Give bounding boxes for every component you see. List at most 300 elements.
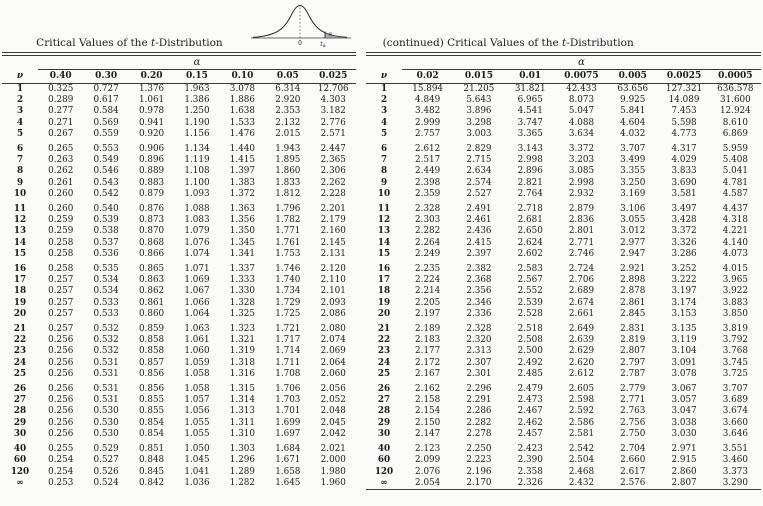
value-cell: 4.221 (722, 226, 748, 237)
value-cell: 2.328 (466, 324, 492, 335)
value-cell: 3.707 (722, 384, 748, 395)
value-cell: 0.569 (93, 117, 119, 128)
value-cell: 1.708 (275, 368, 301, 379)
value-cell: 0.537 (93, 237, 119, 248)
table-row (366, 309, 761, 320)
t-table-continued-section (366, 37, 761, 490)
value-cell: 3.965 (722, 275, 748, 286)
value-cell: 2.286 (466, 406, 492, 417)
value-cell: 1.860 (275, 166, 301, 177)
value-cell: 2.468 (568, 466, 595, 477)
value-cell: 2.074 (320, 335, 346, 346)
table-row (366, 320, 761, 335)
value-cell: 3.551 (722, 444, 748, 455)
value-cell: 9.925 (620, 95, 646, 106)
value-cell: 1.061 (138, 95, 165, 106)
value-cell: 3.067 (671, 384, 697, 395)
value-cell: 1.645 (275, 477, 301, 488)
table-row (366, 467, 761, 478)
alpha-column-header: 0.015 (453, 70, 504, 84)
value-cell: 0.540 (93, 204, 119, 215)
value-cell: 2.977 (620, 237, 646, 248)
value-cell: 0.727 (93, 84, 119, 94)
value-cell: 2.500 (517, 346, 543, 357)
table-row (2, 238, 356, 249)
value-cell: 0.255 (48, 444, 74, 455)
value-cell: 2.462 (517, 417, 543, 428)
value-cell: 1.050 (184, 444, 210, 455)
value-cell: 1.076 (184, 237, 210, 248)
value-cell: 4.073 (722, 248, 748, 259)
df-cell: 5 (380, 128, 388, 139)
table-row (366, 406, 761, 417)
value-cell: 2.189 (415, 324, 441, 335)
value-cell: 1.725 (275, 308, 301, 319)
value-cell: 4.781 (722, 177, 748, 188)
value-cell: 6.314 (275, 84, 301, 94)
table-row (366, 395, 761, 406)
value-cell: 1.134 (184, 144, 210, 155)
alpha-column-header: 0.0025 (658, 70, 709, 84)
value-cell: 3.143 (517, 144, 543, 155)
value-cell: 3.365 (517, 128, 543, 139)
value-cell: 2.878 (620, 286, 646, 297)
value-cell: 0.530 (93, 428, 119, 439)
value-cell: 2.836 (568, 215, 595, 226)
value-cell: 5.408 (722, 155, 748, 166)
value-cell: 1.711 (275, 357, 301, 368)
value-cell: 3.833 (671, 166, 697, 177)
df-cell: 23 (377, 346, 391, 357)
table-row (2, 286, 356, 297)
df-cell: 26 (13, 384, 27, 395)
table-row (2, 440, 356, 455)
table-row (366, 129, 761, 140)
value-cell: 1.638 (229, 106, 255, 117)
value-cell: 2.527 (466, 188, 492, 199)
value-cell: 0.258 (48, 248, 74, 259)
value-cell: 3.497 (671, 204, 697, 215)
value-cell: 1.069 (184, 275, 210, 286)
value-cell: 2.179 (320, 215, 346, 226)
value-cell: 0.533 (93, 297, 119, 308)
value-cell: 2.681 (517, 215, 543, 226)
value-cell: 3.326 (671, 237, 697, 248)
value-cell: 2.080 (320, 324, 346, 335)
value-cell: 0.863 (138, 275, 165, 286)
value-cell: 1.055 (184, 417, 210, 428)
value-cell: 3.634 (568, 128, 595, 139)
df-cell: 18 (13, 286, 27, 297)
value-cell: 1.315 (229, 384, 255, 395)
value-cell: 3.030 (671, 428, 697, 439)
value-cell: 0.858 (138, 346, 165, 357)
value-cell: 2.296 (466, 384, 492, 395)
value-cell: 2.021 (320, 444, 346, 455)
value-cell: 2.920 (275, 95, 301, 106)
value-cell: 2.328 (415, 204, 441, 215)
value-cell: 2.567 (517, 275, 543, 286)
table-row (366, 178, 761, 189)
value-cell: 2.069 (320, 346, 346, 357)
value-cell: 2.583 (517, 264, 543, 275)
value-cell: 5.841 (620, 106, 646, 117)
value-cell: 4.140 (722, 237, 748, 248)
value-cell: 2.158 (415, 395, 441, 406)
value-cell: 0.889 (138, 166, 165, 177)
value-cell: 0.530 (93, 417, 119, 428)
df-cell: 3 (380, 106, 388, 117)
value-cell: 0.257 (48, 297, 74, 308)
df-cell: 27 (13, 395, 27, 406)
value-cell: 2.177 (415, 346, 441, 357)
value-cell: 1.063 (184, 324, 210, 335)
value-cell: 1.061 (184, 335, 210, 346)
table-row (2, 369, 356, 380)
value-cell: 2.461 (466, 215, 492, 226)
df-cell: 6 (380, 144, 388, 155)
value-cell: 2.764 (517, 188, 543, 199)
value-cell: 4.317 (671, 144, 697, 155)
value-cell: 2.998 (568, 177, 595, 188)
alpha-column-header: 0.025 (311, 70, 356, 84)
value-cell: 1.658 (275, 466, 301, 477)
value-cell: 2.145 (320, 237, 346, 248)
table-row (2, 260, 356, 275)
column-header-row (2, 70, 356, 84)
value-cell: 2.492 (517, 357, 543, 368)
value-cell: 4.541 (517, 106, 543, 117)
value-cell: 1.476 (229, 128, 255, 139)
value-cell: 1.960 (320, 477, 346, 488)
value-cell: 3.646 (722, 428, 748, 439)
table-row (2, 298, 356, 309)
value-cell: 0.543 (93, 177, 119, 188)
value-cell: 2.131 (320, 248, 346, 259)
value-cell: 1.088 (184, 204, 210, 215)
table-row (366, 380, 761, 395)
df-cell: 26 (377, 384, 391, 395)
value-cell: 2.390 (517, 455, 543, 466)
alpha-column-header: 0.30 (83, 70, 128, 84)
value-cell: 2.056 (320, 384, 346, 395)
value-cell: 3.047 (671, 406, 697, 417)
value-cell: 1.383 (229, 177, 255, 188)
value-cell: 1.060 (184, 346, 210, 357)
value-cell: 4.318 (722, 215, 748, 226)
value-cell: 2.807 (620, 346, 646, 357)
alpha-column-header: 0.01 (505, 70, 556, 84)
alpha-column-header: 0.10 (220, 70, 265, 84)
value-cell: 3.850 (722, 308, 748, 319)
value-cell: 2.947 (620, 248, 646, 259)
value-cell: 2.172 (415, 357, 441, 368)
table-row (2, 95, 356, 106)
value-cell: 0.535 (93, 264, 119, 275)
value-cell: 3.689 (722, 395, 748, 406)
value-cell: 0.538 (93, 226, 119, 237)
value-cell: 0.873 (138, 215, 165, 226)
value-cell: 3.012 (620, 226, 646, 237)
table-row (2, 309, 356, 320)
value-cell: 2.398 (415, 177, 441, 188)
df-cell: 24 (13, 357, 27, 368)
value-cell: 1.761 (275, 237, 301, 248)
value-cell: 2.183 (415, 335, 441, 346)
value-cell: 2.054 (402, 478, 453, 490)
value-cell: 2.045 (320, 417, 346, 428)
value-cell: 4.015 (722, 264, 748, 275)
value-cell: 2.326 (505, 478, 556, 490)
value-cell: 0.865 (138, 264, 165, 275)
table-row (2, 335, 356, 346)
value-cell: 2.052 (320, 395, 346, 406)
value-cell: 2.306 (320, 166, 346, 177)
value-cell: 1.328 (229, 297, 255, 308)
value-cell: 31.821 (514, 84, 546, 94)
df-cell: 10 (13, 188, 27, 199)
value-cell: 0.856 (138, 368, 165, 379)
df-cell: ∞ (366, 478, 402, 490)
value-cell: 12.924 (719, 106, 751, 117)
alpha-column-header: 0.05 (265, 70, 310, 84)
value-cell: 0.256 (48, 406, 74, 417)
value-cell: 1.729 (275, 297, 301, 308)
table-row (2, 189, 356, 200)
df-cell: 13 (377, 226, 391, 237)
value-cell: 3.290 (710, 478, 761, 490)
table-row (366, 200, 761, 215)
value-cell: 2.845 (620, 308, 646, 319)
value-cell: 3.078 (229, 84, 255, 94)
value-cell: 3.482 (415, 106, 441, 117)
value-cell: 2.197 (415, 308, 441, 319)
table-row (2, 106, 356, 117)
value-cell: 8.610 (722, 117, 748, 128)
value-cell: 1.697 (275, 428, 301, 439)
value-cell: 2.898 (620, 275, 646, 286)
value-cell: 3.091 (671, 357, 697, 368)
value-cell: 2.000 (320, 455, 346, 466)
value-cell: 2.757 (415, 128, 441, 139)
value-cell: 12.706 (317, 84, 349, 94)
table-row (2, 429, 356, 440)
df-cell: 27 (377, 395, 391, 406)
value-cell: 1.314 (229, 395, 255, 406)
table-row (2, 155, 356, 166)
value-cell: 0.845 (138, 466, 165, 477)
table-row (2, 129, 356, 140)
value-cell: 1.303 (229, 444, 255, 455)
table-row (366, 215, 761, 226)
value-cell: 0.529 (93, 444, 119, 455)
value-cell: 0.546 (93, 166, 119, 177)
value-cell: 1.067 (184, 286, 210, 297)
value-cell: 0.254 (48, 455, 74, 466)
value-cell: 2.624 (517, 237, 543, 248)
value-cell: 4.029 (671, 155, 697, 166)
table-row (366, 298, 761, 309)
value-cell: 0.879 (138, 188, 165, 199)
value-cell: 2.831 (620, 324, 646, 335)
value-cell: 0.271 (48, 117, 74, 128)
alpha-column-header: 0.40 (38, 70, 83, 84)
alpha-header-row (366, 54, 761, 70)
value-cell: 2.147 (415, 428, 441, 439)
value-cell: 3.922 (722, 286, 748, 297)
value-cell: 1.699 (275, 417, 301, 428)
value-cell: 1.316 (229, 368, 255, 379)
value-cell: 127.321 (665, 84, 703, 94)
value-cell: 0.617 (93, 95, 119, 106)
df-cell: 2 (380, 95, 388, 106)
value-cell: 2.552 (517, 286, 543, 297)
value-cell: 2.879 (568, 204, 595, 215)
value-cell: 2.629 (568, 346, 595, 357)
value-cell: 1.066 (184, 297, 210, 308)
value-cell: 3.372 (671, 226, 697, 237)
table-row (366, 106, 761, 117)
value-cell: 2.999 (415, 117, 441, 128)
value-cell: 63.656 (617, 84, 649, 94)
value-cell: 0.861 (138, 297, 165, 308)
value-cell: 2.353 (275, 106, 301, 117)
value-cell: 0.883 (138, 177, 165, 188)
curve-t-alpha-label: tα (320, 41, 326, 48)
value-cell: 2.479 (517, 384, 543, 395)
value-cell: 2.048 (320, 406, 346, 417)
value-cell: 2.661 (568, 308, 595, 319)
value-cell: 0.532 (93, 346, 119, 357)
value-cell: 2.457 (517, 428, 543, 439)
value-cell: 1.886 (229, 95, 255, 106)
value-cell: 5.047 (568, 106, 595, 117)
value-cell: 2.205 (415, 297, 441, 308)
table-row (366, 226, 761, 237)
value-cell: 2.779 (620, 384, 646, 395)
value-cell: 0.256 (48, 395, 74, 406)
value-cell: 1.796 (275, 204, 301, 215)
value-cell: 4.088 (568, 117, 595, 128)
value-cell: 2.617 (620, 466, 646, 477)
value-cell: 21.205 (463, 84, 495, 94)
table-row (2, 380, 356, 395)
nu-column-header: ν (366, 70, 402, 84)
alpha-column-header: 0.20 (129, 70, 174, 84)
value-cell: 0.267 (48, 128, 74, 139)
value-cell: 0.842 (138, 477, 165, 488)
value-cell: 1.386 (184, 95, 210, 106)
df-cell: 2 (16, 95, 24, 106)
value-cell: 2.250 (466, 444, 492, 455)
value-cell: 1.250 (184, 106, 210, 117)
value-cell: 2.517 (415, 155, 441, 166)
tables-container (2, 37, 761, 490)
table-row (2, 140, 356, 155)
value-cell: 2.797 (620, 357, 646, 368)
table-row (2, 320, 356, 335)
df-cell: 25 (13, 368, 27, 379)
df-cell: 60 (377, 455, 391, 466)
alpha-span-header: α (402, 54, 761, 70)
value-cell: 1.108 (184, 166, 210, 177)
value-cell: 3.690 (671, 177, 697, 188)
value-cell: 0.256 (48, 368, 74, 379)
df-cell: 9 (16, 177, 24, 188)
value-cell: 0.325 (48, 84, 74, 94)
table-row (2, 358, 356, 369)
df-cell: 23 (13, 346, 27, 357)
table-row (366, 358, 761, 369)
value-cell: 0.906 (138, 144, 165, 155)
value-cell: 2.706 (568, 275, 595, 286)
alpha-column-header: 0.15 (174, 70, 219, 84)
value-cell: 42.433 (566, 84, 597, 94)
df-cell: 11 (13, 204, 27, 215)
value-cell: 2.932 (568, 188, 595, 199)
value-cell: 1.058 (184, 384, 210, 395)
df-cell: 19 (13, 297, 27, 308)
value-cell: 0.854 (138, 417, 165, 428)
value-cell: 2.473 (517, 395, 543, 406)
value-cell: 1.282 (229, 477, 255, 488)
value-cell: 2.746 (568, 248, 595, 259)
value-cell: 0.254 (48, 466, 74, 477)
value-cell: 0.263 (48, 155, 74, 166)
value-cell: 3.085 (568, 166, 595, 177)
table-row (2, 215, 356, 226)
value-cell: 3.055 (620, 215, 646, 226)
df-cell: 1 (16, 84, 24, 94)
table-row (366, 440, 761, 455)
df-cell: 120 (374, 466, 394, 477)
value-cell: 0.896 (138, 155, 165, 166)
value-cell: 3.003 (466, 128, 492, 139)
df-cell: 12 (377, 215, 391, 226)
value-cell: 0.259 (48, 226, 74, 237)
value-cell: 1.356 (229, 215, 255, 226)
table-title-continued: (continued) Critical Values of the t-Distribution (382, 37, 634, 49)
value-cell: 0.260 (48, 204, 74, 215)
value-cell: 0.858 (138, 335, 165, 346)
value-cell: 2.539 (517, 297, 543, 308)
value-cell: 2.086 (320, 308, 346, 319)
value-cell: 1.325 (229, 308, 255, 319)
value-cell: 0.531 (93, 357, 119, 368)
value-cell: 1.079 (184, 226, 210, 237)
value-cell: 3.153 (671, 308, 697, 319)
value-cell: 6.869 (722, 128, 748, 139)
value-cell: 0.261 (48, 177, 74, 188)
value-cell: 2.586 (568, 417, 595, 428)
value-cell: 4.437 (722, 204, 748, 215)
value-cell: 2.689 (568, 286, 595, 297)
df-cell: 28 (377, 406, 391, 417)
value-cell: 1.289 (229, 466, 255, 477)
value-cell: 2.264 (415, 237, 441, 248)
df-cell: 14 (13, 237, 27, 248)
value-cell: 0.584 (93, 106, 119, 117)
value-cell: 2.518 (517, 324, 543, 335)
value-cell: 1.036 (184, 477, 210, 488)
table-row (366, 118, 761, 129)
value-cell: 3.286 (671, 248, 697, 259)
value-cell: 2.650 (517, 226, 543, 237)
table-row (366, 346, 761, 357)
value-cell: 0.257 (48, 275, 74, 286)
value-cell: 3.250 (620, 177, 646, 188)
value-cell: 1.190 (184, 117, 210, 128)
